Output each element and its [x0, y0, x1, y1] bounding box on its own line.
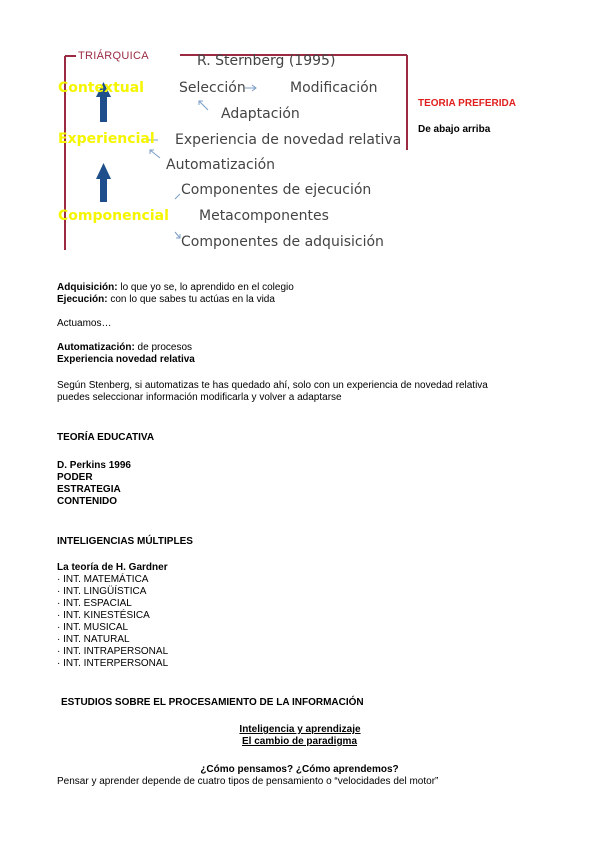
estrategia-line: ESTRATEGIA — [57, 484, 121, 495]
estudios-sub-1-text: Inteligencia y aprendizaje — [239, 724, 361, 735]
list-item: · INT. KINESTÉSICA — [57, 610, 150, 621]
list-item: · INT. NATURAL — [57, 634, 130, 645]
definition-ejecucion — [57, 294, 275, 306]
diagram-title-left: TRIÁRQUICA — [78, 50, 149, 62]
stenberg-paragraph-line-1: Según Stenberg, si automatizas te has quedado ahí, solo con un experiencia de novedad relativa — [57, 380, 488, 391]
item-seleccion: Selección — [179, 80, 246, 96]
teoria-educativa-heading: TEORÍA EDUCATIVA — [57, 432, 155, 443]
level-contextual: Contextual — [58, 80, 144, 96]
side-note-text: De abajo arriba — [418, 124, 491, 135]
inteligencias-list — [57, 574, 168, 670]
diagram-title-right: R. Sternberg (1995) — [197, 53, 336, 69]
estudios-sub-1 — [0, 724, 599, 736]
estudios-sub-2 — [0, 736, 599, 748]
list-item: · INT. ESPACIAL — [57, 598, 132, 609]
item-automatizacion: Automatización — [166, 157, 276, 173]
desc: lo que yo se, lo aprendido en el colegio — [117, 282, 294, 293]
up-arrow-lower — [96, 163, 111, 202]
estudios-sub-2-text: El cambio de paradigma — [241, 736, 358, 747]
item-metacomponentes: Metacomponentes — [199, 208, 329, 224]
level-experiencial: Experiencial — [58, 131, 155, 147]
poder-line: PODER — [57, 472, 93, 483]
list-item: · INT. MATEMÁTICA — [57, 574, 149, 585]
item-adaptacion: Adaptación — [221, 106, 300, 122]
estudios-question — [0, 764, 599, 776]
list-item: · INT. MUSICAL — [57, 622, 129, 633]
desc: de procesos — [134, 342, 193, 353]
estudios-question-text: ¿Cómo pensamos? ¿Cómo aprendemos? — [200, 764, 399, 775]
term: Ejecución: — [57, 294, 108, 305]
term: Adquisición: — [57, 282, 118, 293]
estudios-last-line: Pensar y aprender depende de cuatro tipos de pensamiento o “velocidades del motor” — [57, 776, 439, 787]
item-ejecucion: Componentes de ejecución — [181, 182, 372, 198]
estudios-heading: ESTUDIOS SOBRE EL PROCESAMIENTO DE LA INFORMACIÓN — [61, 697, 364, 708]
level-componencial: Componencial — [58, 208, 169, 224]
inteligencias-heading: INTELIGENCIAS MÚLTIPLES — [57, 536, 193, 547]
item-modificacion: Modificación — [290, 80, 378, 96]
list-item: · INT. INTERPERSONAL — [57, 658, 169, 669]
item-experiencia: Experiencia de novedad relativa — [175, 132, 402, 148]
list-item: · INT. LINGÜÍSTICA — [57, 586, 147, 597]
actuamos-text: Actuamos… — [57, 318, 112, 329]
side-note-heading: TEORIA PREFERIDA — [418, 98, 516, 109]
stenberg-paragraph-line-2: puedes seleccionar información modificarla y volver a adaptarse — [57, 392, 342, 403]
item-adquisicion: Componentes de adquisición — [181, 234, 384, 250]
automatizacion-line — [57, 342, 192, 354]
term: Automatización: — [57, 342, 135, 353]
contenido-line: CONTENIDO — [57, 496, 117, 507]
gardner-subheading: La teoría de H. Gardner — [57, 562, 168, 573]
perkins-line: D. Perkins 1996 — [57, 460, 131, 471]
experiencia-line: Experiencia novedad relativa — [57, 354, 195, 365]
list-item: · INT. INTRAPERSONAL — [57, 646, 169, 657]
definition-adquisicion — [57, 282, 294, 294]
desc: con lo que sabes tu actúas en la vida — [107, 294, 275, 305]
